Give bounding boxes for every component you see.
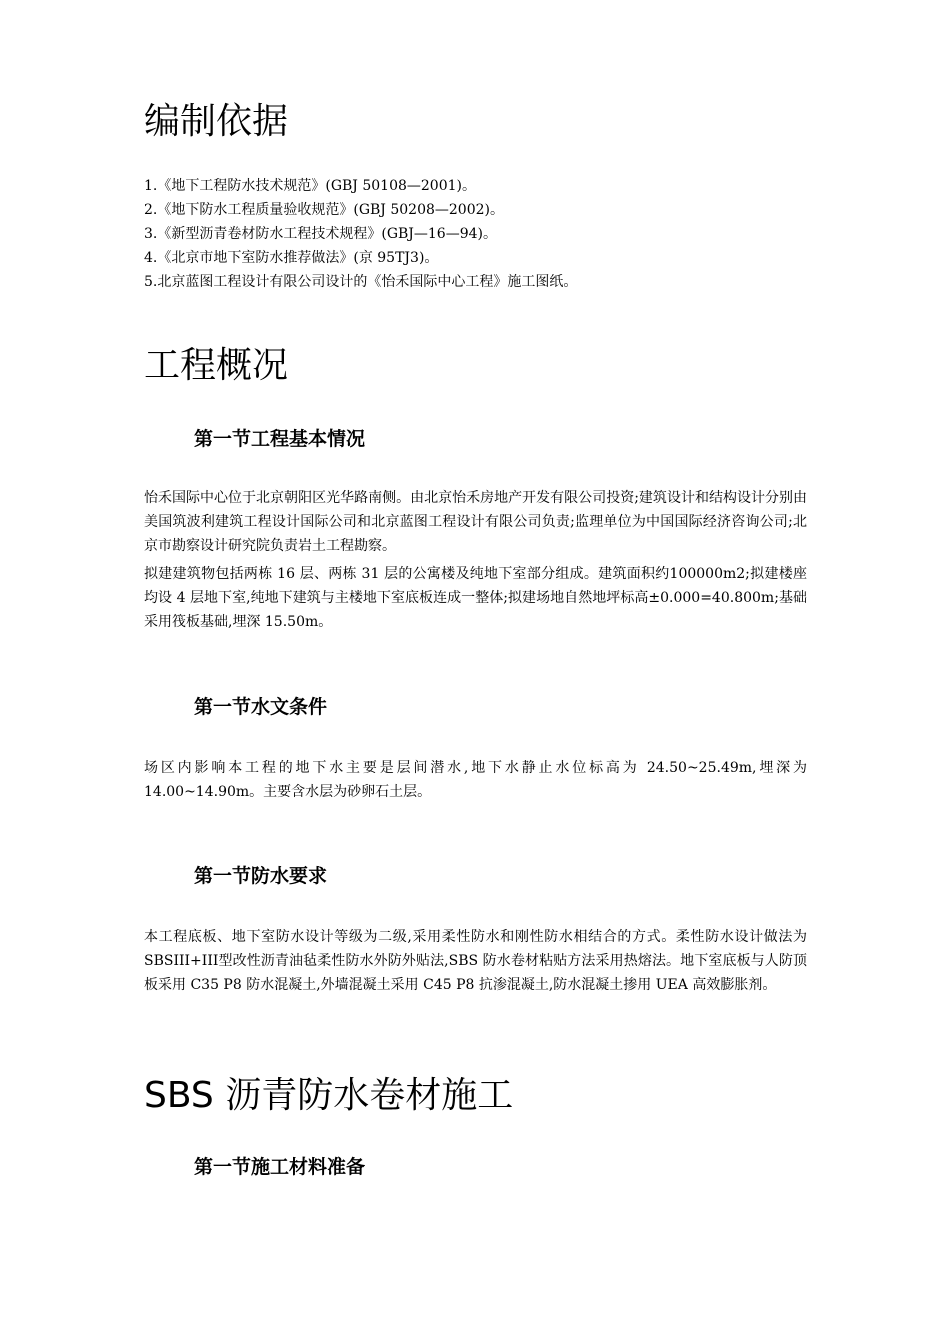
list-item: 1.《地下工程防水技术规范》(GBJ 50108—2001)。 (144, 178, 476, 194)
subsection-title-basic: 第一节工程基本情况 (194, 428, 366, 450)
subsection-title-waterproof: 第一节防水要求 (194, 865, 328, 887)
list-item: 3.《新型沥青卷材防水工程技术规程》(GBJ—16—94)。 (144, 226, 497, 242)
section-title-basis: 编制依据 (144, 101, 289, 142)
paragraph-basic-buildings: 拟建建筑物包括两栋 16 层、两栋 31 层的公寓楼及纯地下室部分组成。建筑面积约100000m2;拟建楼座均设 4 层地下室,纯地下建筑与主楼地下室底板连成一整体;拟建场地自然地坪标高±0.000=40.800m;基础采用筏板基础,埋深 15.50m。 (144, 566, 807, 630)
section-title-overview: 工程概况 (144, 345, 289, 386)
subsection-title-materials: 第一节施工材料准备 (194, 1156, 366, 1178)
list-item: 4.《北京市地下室防水推荐做法》(京 95TJ3)。 (144, 250, 439, 266)
paragraph-basic-location: 怡禾国际中心位于北京朝阳区光华路南侧。由北京怡禾房地产开发有限公司投资;建筑设计和结构设计分别由美国筑波利建筑工程设计国际公司和北京蓝图工程设计有限公司负责;监理单位为中国国际经济咨询公司;北京市勘察设计研究院负责岩土工程勘察。 (144, 490, 807, 554)
section-title-sbs: SBS 沥青防水卷材施工 (144, 1075, 514, 1116)
basis-list (144, 174, 577, 294)
subsection-title-hydro: 第一节水文条件 (194, 696, 328, 718)
list-item: 2.《地下防水工程质量验收规范》(GBJ 50208—2002)。 (144, 202, 504, 218)
list-item: 5.北京蓝图工程设计有限公司设计的《怡禾国际中心工程》施工图纸。 (144, 274, 578, 290)
paragraph-waterproof: 本工程底板、地下室防水设计等级为二级,采用柔性防水和刚性防水相结合的方式。柔性防水设计做法为 SBSIII+III型改性沥青油毡柔性防水外防外贴法,SBS 防水卷材粘贴方法采用热熔法。地下室底板与人防顶板采用 C35 P8 防水混凝土,外墙混凝土采用 C45 P8 抗渗混凝土,防水混凝土掺用 UEA 高效膨胀剂。 (144, 929, 807, 993)
paragraph-hydro: 场区内影响本工程的地下水主要是层间潜水,地下水静止水位标高为 24.50~25.49m,埋深为 14.00~14.90m。主要含水层为砂卵石土层。 (144, 760, 807, 800)
